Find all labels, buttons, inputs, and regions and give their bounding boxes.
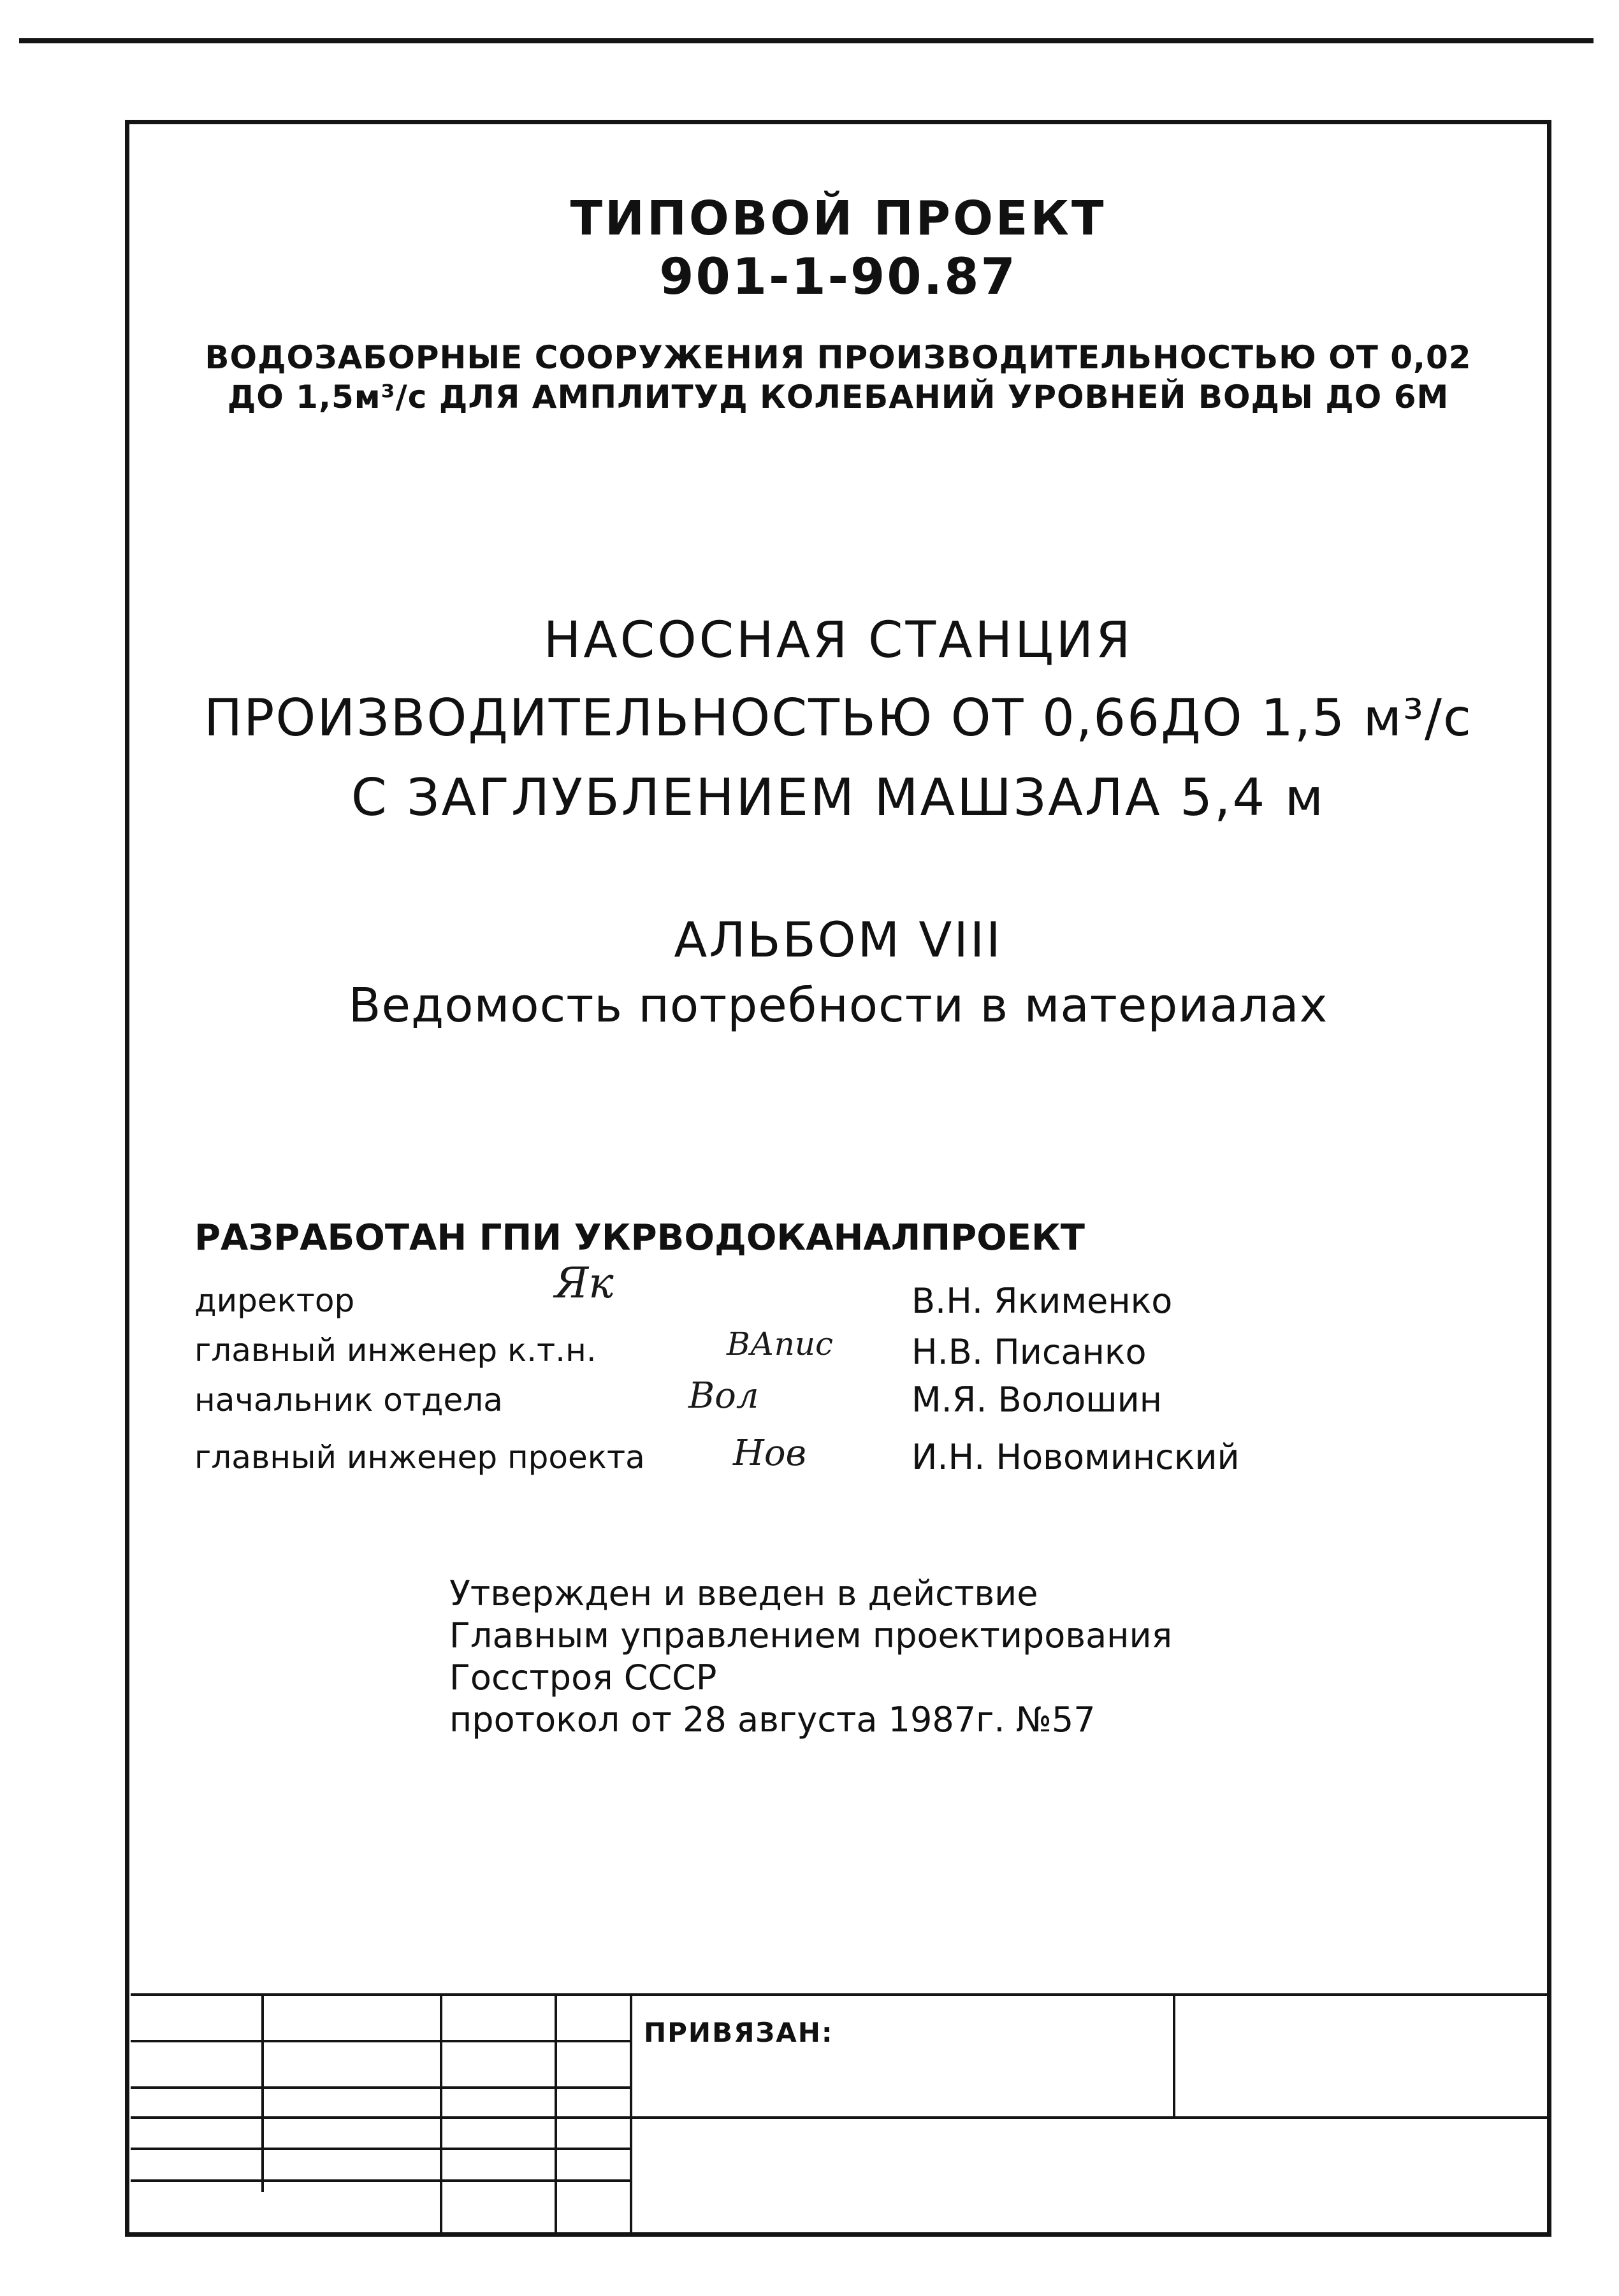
signature: Нов bbox=[733, 1433, 807, 1474]
subtitle-line-1: ВОДОЗАБОРНЫЕ СООРУЖЕНИЯ ПРОИЗВОДИТЕЛЬНОСТЬЮ ОТ 0,02 bbox=[205, 339, 1472, 376]
project-number: 901-1-90.87 bbox=[659, 249, 1017, 306]
approval-line-2: Главным управлением проектирования bbox=[449, 1615, 1173, 1656]
title-block-label: ПРИВЯЗАН: bbox=[644, 2017, 834, 2048]
tb-line bbox=[440, 1993, 442, 2232]
staff-role: главный инженер к.т.н. bbox=[194, 1332, 597, 1369]
signature: ВАпис bbox=[727, 1325, 834, 1362]
approval-block bbox=[449, 1573, 1172, 1741]
developer-title: РАЗРАБОТАН ГПИ УКРВОДОКАНАЛПРОЕКТ bbox=[194, 1217, 1085, 1259]
subtitle-line-2: ДО 1,5м³/с ДЛЯ АМПЛИТУД КОЛЕБАНИЙ УРОВНЕЙ ВОДЫ ДО 6М bbox=[227, 379, 1449, 415]
tb-line bbox=[131, 1993, 1549, 1996]
main-title-line-1: НАСОСНАЯ СТАНЦИЯ bbox=[543, 612, 1133, 669]
staff-role: начальник отдела bbox=[194, 1382, 503, 1419]
album-subtitle: Ведомость потребности в материалах bbox=[348, 978, 1328, 1033]
staff-role: главный инженер проекта bbox=[194, 1439, 645, 1476]
project-label: ТИПОВОЙ ПРОЕКТ bbox=[570, 191, 1107, 246]
album-title: АЛЬБОМ VIII bbox=[674, 911, 1003, 968]
tb-line bbox=[261, 1993, 264, 2192]
page-frame bbox=[125, 120, 1551, 2237]
main-title-line-3: С ЗАГЛУБЛЕНИЕМ МАШЗАЛА 5,4 м bbox=[351, 768, 1326, 827]
staff-role: директор bbox=[194, 1282, 355, 1319]
project-subtitle bbox=[125, 338, 1551, 417]
signature: Як bbox=[555, 1259, 614, 1308]
top-rule bbox=[19, 38, 1594, 43]
tb-line bbox=[630, 1993, 632, 2232]
signature: Вол bbox=[688, 1375, 759, 1417]
staff-name: И.Н. Новоминский bbox=[911, 1437, 1240, 1477]
main-title-line-2: ПРОИЗВОДИТЕЛЬНОСТЬЮ ОТ 0,66ДО 1,5 м³/с bbox=[204, 688, 1472, 747]
approval-line-4: протокол от 28 августа 1987г. №57 bbox=[449, 1700, 1096, 1740]
tb-line bbox=[131, 2116, 1549, 2119]
staff-name: М.Я. Волошин bbox=[911, 1380, 1163, 1420]
staff-name: В.Н. Якименко bbox=[911, 1281, 1173, 1321]
staff-name: Н.В. Писанко bbox=[911, 1332, 1147, 1372]
tb-line bbox=[555, 1993, 557, 2232]
approval-line-1: Утвержден и введен в действие bbox=[449, 1573, 1038, 1614]
approval-line-3: Госстроя СССР bbox=[449, 1657, 717, 1698]
tb-line bbox=[1173, 1993, 1175, 2116]
